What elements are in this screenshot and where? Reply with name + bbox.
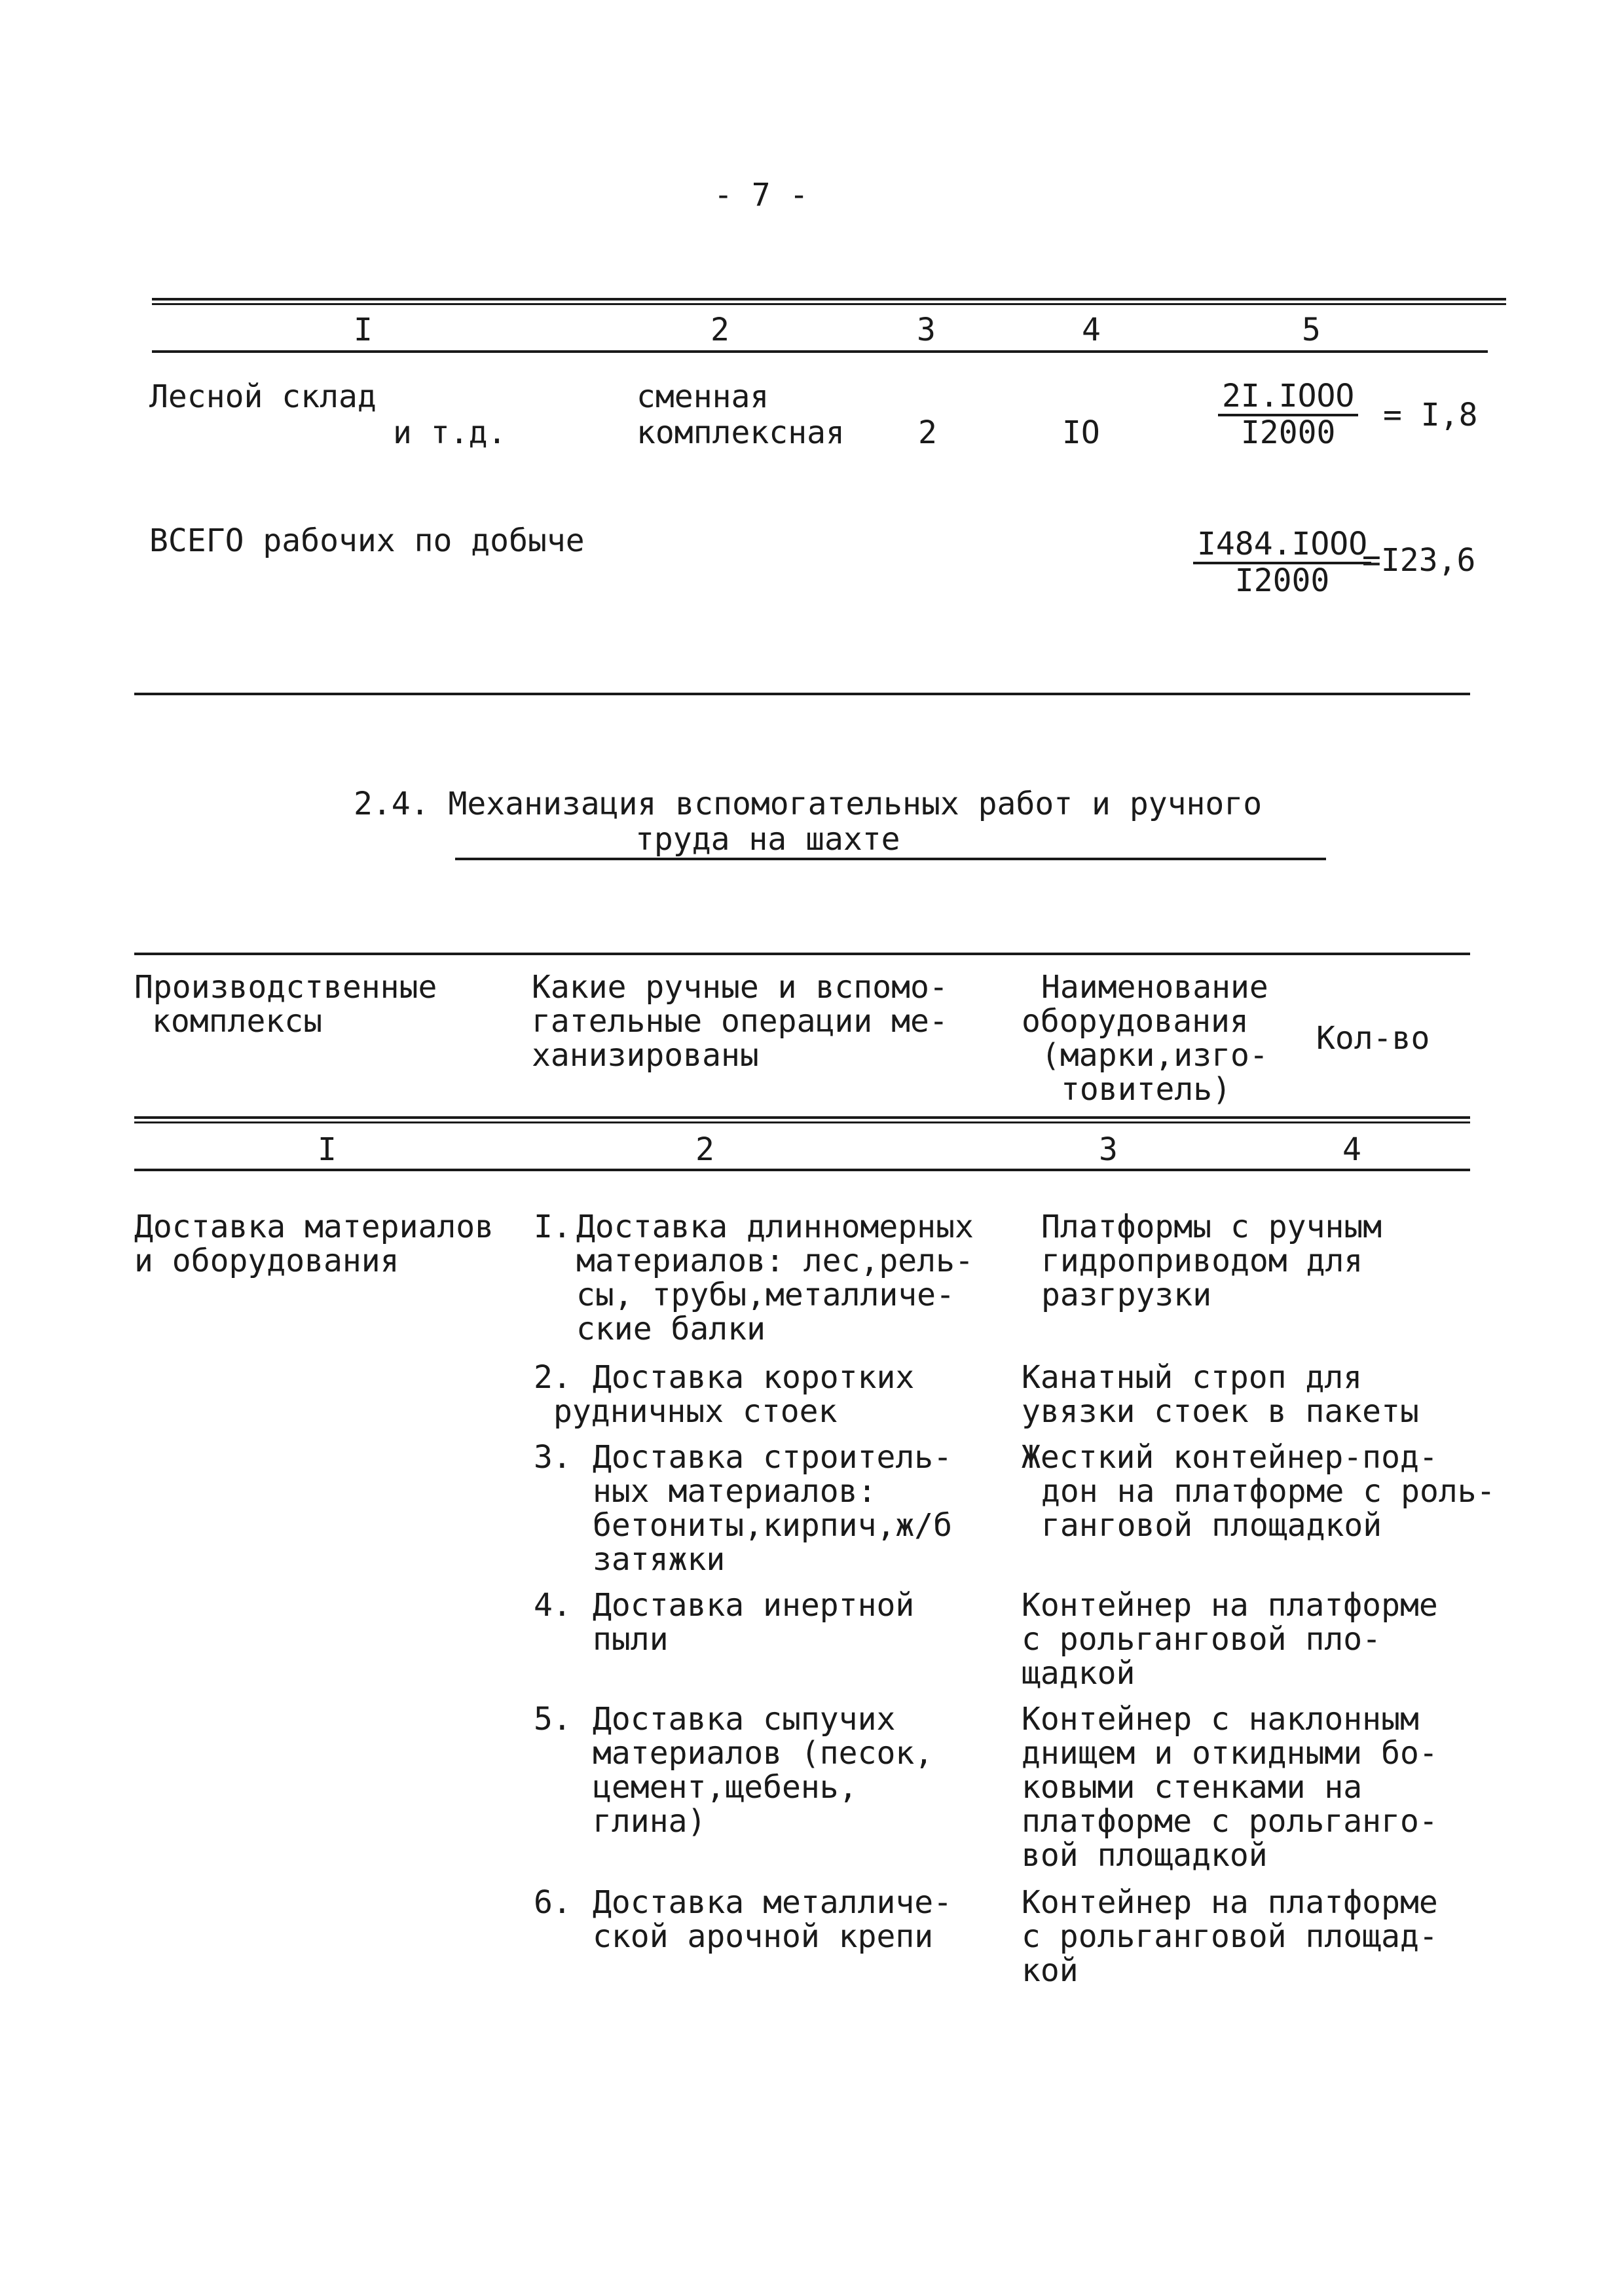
operation-text: пыли xyxy=(593,1621,669,1658)
row-result: = I,8 xyxy=(1383,397,1478,433)
table1-colnum-5: 5 xyxy=(1302,312,1321,348)
equipment-text: дон на платформе с роль- xyxy=(1041,1473,1496,1510)
total-fraction xyxy=(1193,528,1371,597)
operation-number: 3. xyxy=(534,1439,572,1476)
operation-text: затяжки xyxy=(593,1541,726,1578)
table1-colnum-3: 3 xyxy=(917,312,936,348)
header-quantity: Кол-во xyxy=(1316,1020,1430,1057)
total-label: ВСЕГО рабочих по добыче xyxy=(149,522,585,559)
operation-number: I. xyxy=(534,1209,572,1245)
operation-text: Доставка инертной xyxy=(593,1587,915,1624)
equipment-text: Контейнер на платформе xyxy=(1022,1587,1438,1624)
table2-colnum-rule xyxy=(134,1169,1470,1171)
equipment-text: гидроприводом для xyxy=(1041,1243,1363,1279)
operation-text: Доставка длинномерных xyxy=(576,1209,974,1245)
table2-colnum-3: 3 xyxy=(1099,1131,1118,1168)
operation-text: ской арочной крепи xyxy=(593,1918,934,1955)
operation-text: ские балки xyxy=(576,1311,766,1347)
equipment-text: Канатный строп для xyxy=(1022,1359,1363,1396)
header-equipment-cont3: товитель) xyxy=(1061,1071,1232,1108)
table1-top-rule xyxy=(152,298,1506,301)
table2-header-rule xyxy=(134,1116,1470,1119)
operation-text: глина) xyxy=(593,1803,707,1840)
equipment-text: вой площадкой xyxy=(1022,1837,1268,1874)
operation-text: материалов: лес,рель- xyxy=(576,1243,974,1279)
section-title-underline xyxy=(455,858,1326,860)
equipment-text: Платформы с ручным xyxy=(1041,1209,1382,1245)
equipment-text: Контейнер с наклонным xyxy=(1022,1701,1419,1738)
equipment-text: ганговой площадкой xyxy=(1041,1507,1382,1544)
table2-colnum-2: 2 xyxy=(695,1131,714,1168)
equipment-text: ковыми стенками на xyxy=(1022,1769,1363,1806)
operation-text: цемент,щебень, xyxy=(593,1769,858,1806)
operation-text: Доставка сыпучих xyxy=(593,1701,896,1738)
header-operations: Какие ручные и вспомо- xyxy=(532,969,948,1006)
table2-top-rule xyxy=(134,953,1470,955)
row-fraction-numerator: 2I.IOOO xyxy=(1218,380,1358,416)
operation-number: 6. xyxy=(534,1884,572,1921)
complex-name-cont: и оборудования xyxy=(134,1243,399,1279)
operation-text: Доставка строитель- xyxy=(593,1439,953,1476)
row-name-cont: и т.д. xyxy=(393,414,507,451)
table1-bottom-rule xyxy=(134,693,1470,695)
table1-top-rule-2 xyxy=(152,303,1506,305)
equipment-text: кой xyxy=(1022,1952,1079,1989)
row-fraction xyxy=(1218,380,1358,449)
operation-number: 4. xyxy=(534,1587,572,1624)
equipment-text: разгрузки xyxy=(1041,1277,1212,1313)
operation-text: материалов (песок, xyxy=(593,1735,934,1772)
section-title-cont: труда на шахте xyxy=(635,821,900,858)
operation-number: 2. xyxy=(534,1359,572,1396)
operation-text: Доставка коротких xyxy=(593,1359,915,1396)
row-col4: IO xyxy=(1062,414,1100,451)
header-complexes: Производственные xyxy=(134,969,437,1006)
row-fraction-denominator: I2000 xyxy=(1240,414,1336,451)
header-operations-cont: гательные операции ме- xyxy=(532,1003,948,1040)
table2-colnum-4: 4 xyxy=(1342,1131,1361,1168)
header-operations-cont2: ханизированы xyxy=(532,1037,759,1074)
operation-text: сы, трубы,металличе- xyxy=(576,1277,955,1313)
table2-colnum-1: I xyxy=(318,1131,337,1168)
row-name: Лесной склад xyxy=(149,378,377,415)
header-equipment-cont2: (марки,изго- xyxy=(1041,1037,1268,1074)
equipment-text: щадкой xyxy=(1022,1655,1135,1692)
header-equipment: Наименование xyxy=(1041,969,1268,1006)
table1-colnum-1: I xyxy=(354,312,373,348)
equipment-text: увязки стоек в пакеты xyxy=(1022,1393,1419,1430)
operation-text: Доставка металличе- xyxy=(593,1884,953,1921)
equipment-text: Жесткий контейнер-под- xyxy=(1022,1439,1438,1476)
equipment-text: с рольганговой площад- xyxy=(1022,1918,1438,1955)
operation-number: 5. xyxy=(534,1701,572,1738)
equipment-text: днищем и откидными бо- xyxy=(1022,1735,1438,1772)
row-type-cont: комплексная xyxy=(637,414,845,451)
equipment-text: Контейнер на платформе xyxy=(1022,1884,1438,1921)
section-title: 2.4. Механизация вспомогательных работ и ручного xyxy=(354,786,1263,822)
table1-header-rule xyxy=(152,350,1488,353)
total-fraction-numerator: I484.IOOO xyxy=(1193,528,1371,564)
operation-text: бетониты,кирпич,ж/б xyxy=(593,1507,953,1544)
table1-colnum-2: 2 xyxy=(710,312,729,348)
total-fraction-denominator: I2000 xyxy=(1234,562,1330,599)
complex-name: Доставка материалов xyxy=(134,1209,494,1245)
page-number: - 7 - xyxy=(714,177,809,213)
row-col3: 2 xyxy=(918,414,937,451)
equipment-text: платформе с рольганго- xyxy=(1022,1803,1438,1840)
operation-text: ных материалов: xyxy=(593,1473,877,1510)
header-equipment-cont: оборудования xyxy=(1022,1003,1249,1040)
equipment-text: с рольганговой пло- xyxy=(1022,1621,1382,1658)
table1-colnum-4: 4 xyxy=(1082,312,1101,348)
total-result: =I23,6 xyxy=(1362,542,1476,579)
table2-header-rule-2 xyxy=(134,1121,1470,1123)
header-complexes-cont: комплексы xyxy=(152,1003,323,1040)
operation-text: рудничных стоек xyxy=(553,1393,838,1430)
row-type: сменная xyxy=(637,378,769,415)
